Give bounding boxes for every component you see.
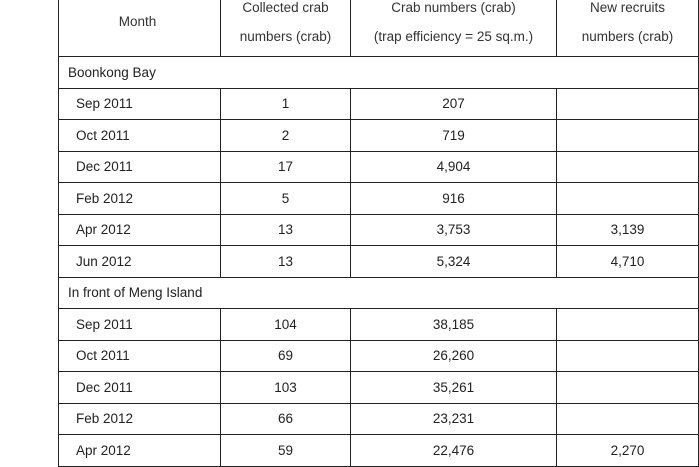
- cell-month: Apr 2012: [59, 435, 221, 467]
- header-month: [59, 0, 221, 57]
- cell-crab-numbers: 3,753: [351, 214, 557, 246]
- cell-recruits: 2,270: [557, 435, 699, 467]
- table-row: [59, 435, 699, 467]
- section-row: [59, 57, 699, 89]
- cell-collected: 17: [221, 151, 351, 183]
- cell-collected: 5: [221, 183, 351, 215]
- cell-collected: 69: [221, 340, 351, 372]
- cell-crab-numbers: 26,260: [351, 340, 557, 372]
- cell-collected: 13: [221, 214, 351, 246]
- cell-collected: 66: [221, 403, 351, 435]
- cell-month: Jun 2012: [59, 246, 221, 278]
- table-row: [59, 372, 699, 404]
- table-row: [59, 214, 699, 246]
- table-row: [59, 88, 699, 120]
- cell-crab-numbers: 38,185: [351, 309, 557, 341]
- table-row: [59, 309, 699, 341]
- cell-recruits: 3,139: [557, 214, 699, 246]
- cell-recruits: [557, 340, 699, 372]
- table-row: [59, 120, 699, 152]
- cell-recruits: [557, 151, 699, 183]
- cell-crab-numbers: 207: [351, 88, 557, 120]
- cell-crab-numbers: 22,476: [351, 435, 557, 467]
- cell-crab-numbers: 4,904: [351, 151, 557, 183]
- header-crab-numbers-line-1: Crab numbers (crab): [391, 0, 516, 15]
- crab-numbers-table: [58, 0, 699, 467]
- cell-month: Feb 2012: [59, 403, 221, 435]
- cell-crab-numbers: 5,324: [351, 246, 557, 278]
- cell-month: Dec 2011: [59, 372, 221, 404]
- cell-month: Oct 2011: [59, 120, 221, 152]
- cell-collected: 1: [221, 88, 351, 120]
- section-label: Boonkong Bay: [59, 57, 699, 89]
- cell-month: Sep 2011: [59, 309, 221, 341]
- header-recruits-line-2: numbers (crab): [581, 28, 674, 44]
- section-label: In front of Meng Island: [59, 277, 699, 309]
- cell-recruits: [557, 120, 699, 152]
- cell-recruits: [557, 372, 699, 404]
- section-row: [59, 277, 699, 309]
- header-crab-numbers-line-2: (trap efficiency = 25 sq.m.): [373, 28, 534, 44]
- header-month-label: Month: [118, 14, 157, 29]
- cell-month: Sep 2011: [59, 88, 221, 120]
- table-row: [59, 183, 699, 215]
- header-collected-line-1: Collected crab: [242, 0, 329, 15]
- table-row: [59, 246, 699, 278]
- header-recruits: [557, 0, 699, 57]
- cell-collected: 103: [221, 372, 351, 404]
- header-recruits-line-1: New recruits: [589, 0, 665, 15]
- header-collected-line-2: numbers (crab): [239, 28, 332, 44]
- cell-crab-numbers: 719: [351, 120, 557, 152]
- header-collected: [221, 0, 351, 57]
- cell-collected: 13: [221, 246, 351, 278]
- cell-crab-numbers: 916: [351, 183, 557, 215]
- table-body: [59, 57, 699, 467]
- table-header: [59, 0, 699, 57]
- cell-collected: 59: [221, 435, 351, 467]
- cell-recruits: [557, 403, 699, 435]
- table-row: [59, 151, 699, 183]
- cell-month: Dec 2011: [59, 151, 221, 183]
- cell-crab-numbers: 35,261: [351, 372, 557, 404]
- cell-recruits: [557, 183, 699, 215]
- cell-crab-numbers: 23,231: [351, 403, 557, 435]
- table-row: [59, 403, 699, 435]
- cell-recruits: 4,710: [557, 246, 699, 278]
- cell-collected: 104: [221, 309, 351, 341]
- cell-month: Oct 2011: [59, 340, 221, 372]
- cell-month: Feb 2012: [59, 183, 221, 215]
- header-crab-numbers: [351, 0, 557, 57]
- cell-recruits: [557, 88, 699, 120]
- table-row: [59, 340, 699, 372]
- cell-recruits: [557, 309, 699, 341]
- cell-collected: 2: [221, 120, 351, 152]
- header-row: [59, 0, 699, 57]
- cell-month: Apr 2012: [59, 214, 221, 246]
